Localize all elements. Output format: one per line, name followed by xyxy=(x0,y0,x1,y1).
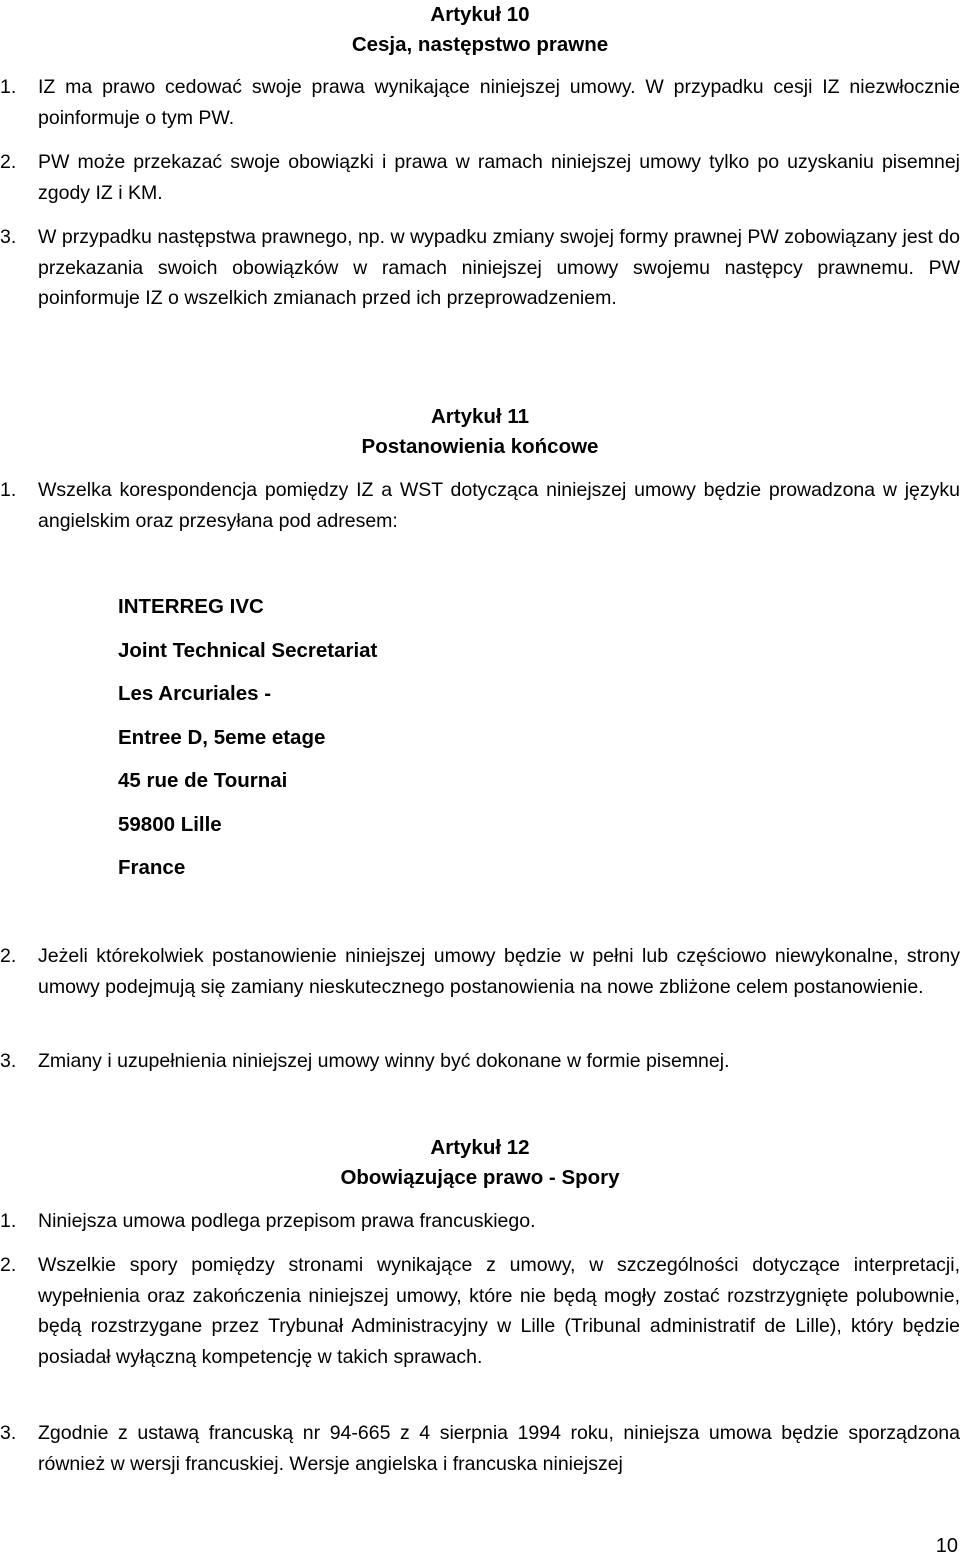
item-text: PW może przekazać swoje obowiązki i prawa w ramach niniejszej umowy tylko po uzyskaniu pisemnej zgody IZ i KM. xyxy=(38,151,960,204)
item-text: Wszelkie spory pomiędzy stronami wynikające z umowy, w szczególności dotyczące interpretacji, wypełnienia oraz zakończenia niniejszej umowy, które nie będą mogły zostać rozstrzygnięte polubownie, będą rozstrzygane przez Trybunał Administracyjny w Lille (Tribunal administratif de Lille), który będzie posiadał wyłączną kompetencję w takich sprawach. xyxy=(38,1254,960,1368)
address-line: 45 rue de Tournai xyxy=(118,769,288,792)
address-line: 59800 Lille xyxy=(118,813,222,836)
article-10-item-2 xyxy=(0,147,960,208)
address-line: Joint Technical Secretariat xyxy=(118,639,378,662)
item-number: 3. xyxy=(0,226,17,248)
article-11-item-2 xyxy=(0,941,960,1002)
article-10-subtitle: Cesja, następstwo prawne xyxy=(351,33,609,56)
address-line: France xyxy=(118,856,186,879)
item-text: Zmiany i uzupełnienia niniejszej umowy winny być dokonane w formie pisemnej. xyxy=(38,1050,730,1072)
article-11-item-1 xyxy=(0,475,960,536)
item-number: 2. xyxy=(0,1254,17,1276)
item-text: W przypadku następstwa prawnego, np. w wypadku zmiany swojej formy prawnej PW zobowiązany jest do przekazania swoich obowiązków w ramach niniejszej umowy swojemu następcy prawnemu. PW poinformuje IZ o wszelkich zmianach przed ich przeprowadzeniem. xyxy=(38,226,960,309)
item-text: IZ ma prawo cedować swoje prawa wynikające niniejszej umowy. W przypadku cesji IZ niezwłocznie poinformuje o tym PW. xyxy=(38,76,960,129)
article-12-item-1 xyxy=(0,1206,960,1237)
item-text: Jeżeli którekolwiek postanowienie niniejszej umowy będzie w pełni lub częściowo niewykonalne, strony umowy podejmują się zamiany nieskutecznego postanowienia na nowe zbliżone celem postanowienie. xyxy=(38,945,960,998)
address-line: Entree D, 5eme etage xyxy=(118,726,326,749)
address-line: Les Arcuriales - xyxy=(118,682,272,705)
item-number: 1. xyxy=(0,479,17,501)
item-number: 1. xyxy=(0,1210,17,1232)
article-11-item-3 xyxy=(0,1046,960,1077)
page-number: 10 xyxy=(935,1535,958,1557)
address-line: INTERREG IVC xyxy=(118,595,264,618)
article-12-title: Artykuł 12 xyxy=(430,1136,530,1159)
article-12-item-2 xyxy=(0,1250,960,1372)
item-text: Zgodnie z ustawą francuską nr 94-665 z 4 sierpnia 1994 roku, niniejsza umowa będzie sporządzona również w wersji francuskiej. Wersje angielska i francuska niniejszej xyxy=(38,1422,960,1475)
article-10-item-1 xyxy=(0,72,960,133)
article-12-subtitle: Obowiązujące prawo - Spory xyxy=(340,1166,620,1189)
article-12-item-3 xyxy=(0,1418,960,1479)
article-10-item-3 xyxy=(0,222,960,314)
item-text: Wszelka korespondencja pomiędzy IZ a WST dotycząca niniejszej umowy będzie prowadzona w języku angielskim oraz przesyłana pod adresem: xyxy=(38,479,960,532)
item-number: 2. xyxy=(0,151,17,173)
item-number: 1. xyxy=(0,76,17,98)
article-11-title: Artykuł 11 xyxy=(431,405,529,428)
item-number: 3. xyxy=(0,1422,17,1444)
article-11-subtitle: Postanowienia końcowe xyxy=(361,435,599,458)
item-number: 3. xyxy=(0,1050,17,1072)
article-10-title: Artykuł 10 xyxy=(430,3,530,26)
item-number: 2. xyxy=(0,945,17,967)
item-text: Niniejsza umowa podlega przepisom prawa francuskiego. xyxy=(38,1210,536,1232)
